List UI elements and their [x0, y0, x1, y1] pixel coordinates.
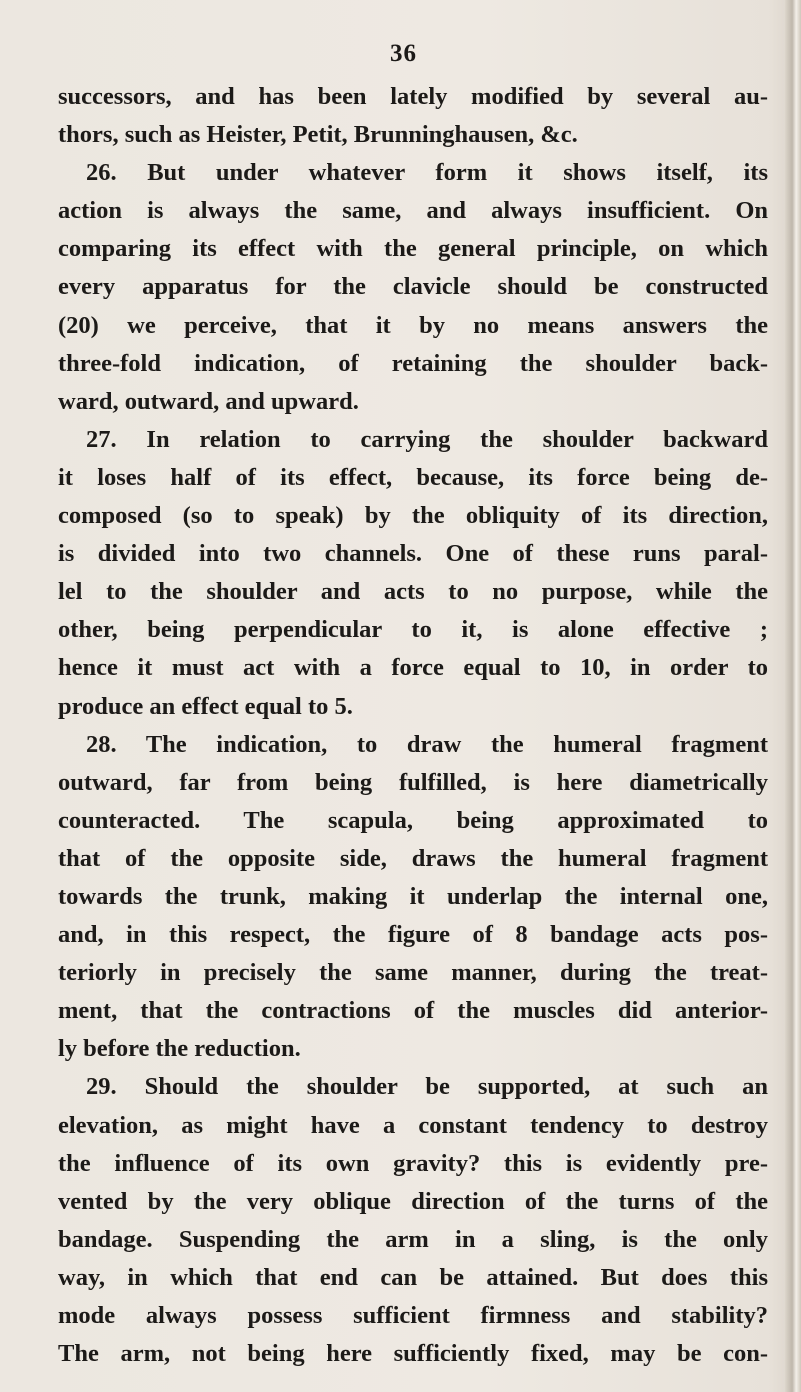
text-line: every apparatus for the clavicle should be constructed	[58, 273, 768, 301]
text-line: and, in this respect, the figure of 8 bandage acts pos-	[58, 921, 768, 949]
body-text	[58, 78, 768, 1373]
text-line: outward, far from being fulfilled, is here diametrically	[58, 768, 768, 796]
text-line: 28. The indication, to draw the humeral fragment	[86, 730, 768, 758]
text-line: action is always the same, and always insufficient. On	[58, 197, 768, 225]
text-line: mode always possess sufficient firmness and stability?	[58, 1302, 768, 1329]
text-line: other, being perpendicular to it, is alone effective ;	[58, 616, 768, 644]
text-line: produce an effect equal to 5.	[58, 692, 353, 720]
text-line: hence it must act with a force equal to 10, in order to	[58, 654, 768, 682]
text-line: thors, such as Heister, Petit, Brunninghausen, &c.	[58, 121, 578, 149]
text-line: The arm, not being here sufficiently fixed, may be con-	[58, 1340, 768, 1368]
text-line: counteracted. The scapula, being approximated to	[58, 806, 768, 834]
text-line: composed (so to speak) by the obliquity of its direction,	[58, 502, 768, 530]
text-line: three-fold indication, of retaining the shoulder back-	[58, 349, 768, 377]
text-line: teriorly in precisely the same manner, during the treat-	[58, 959, 768, 987]
text-line: lel to the shoulder and acts to no purpose, while the	[58, 578, 768, 606]
text-line: vented by the very oblique direction of the turns of the	[58, 1187, 768, 1215]
text-line: comparing its effect with the general principle, on which	[58, 235, 768, 263]
text-line: it loses half of its effect, because, its force being de-	[58, 463, 768, 491]
text-line: ly before the reduction.	[58, 1035, 301, 1063]
text-line: successors, and has been lately modified by several au-	[58, 83, 768, 110]
text-line: way, in which that end can be attained. But does this	[58, 1263, 768, 1291]
text-line: 27. In relation to carrying the shoulder backward	[86, 425, 768, 453]
text-line: ment, that the contractions of the muscles did anterior-	[58, 997, 768, 1025]
page-edge	[785, 0, 801, 1392]
page-number: 36	[390, 40, 417, 67]
text-line: is divided into two channels. One of these runs paral-	[58, 540, 768, 568]
text-line: ward, outward, and upward.	[58, 387, 359, 415]
text-line: elevation, as might have a constant tendency to destroy	[58, 1111, 768, 1139]
text-line: (20) we perceive, that it by no means answers the	[58, 311, 768, 339]
text-line: the influence of its own gravity? this is evidently pre-	[58, 1149, 768, 1177]
text-line: towards the trunk, making it underlap the internal one,	[58, 882, 768, 910]
text-line: 29. Should the shoulder be supported, at such an	[86, 1073, 768, 1101]
text-line: that of the opposite side, draws the humeral fragment	[58, 844, 768, 872]
text-line: 26. But under whatever form it shows itself, its	[86, 159, 768, 187]
text-line: bandage. Suspending the arm in a sling, is the only	[58, 1225, 768, 1253]
